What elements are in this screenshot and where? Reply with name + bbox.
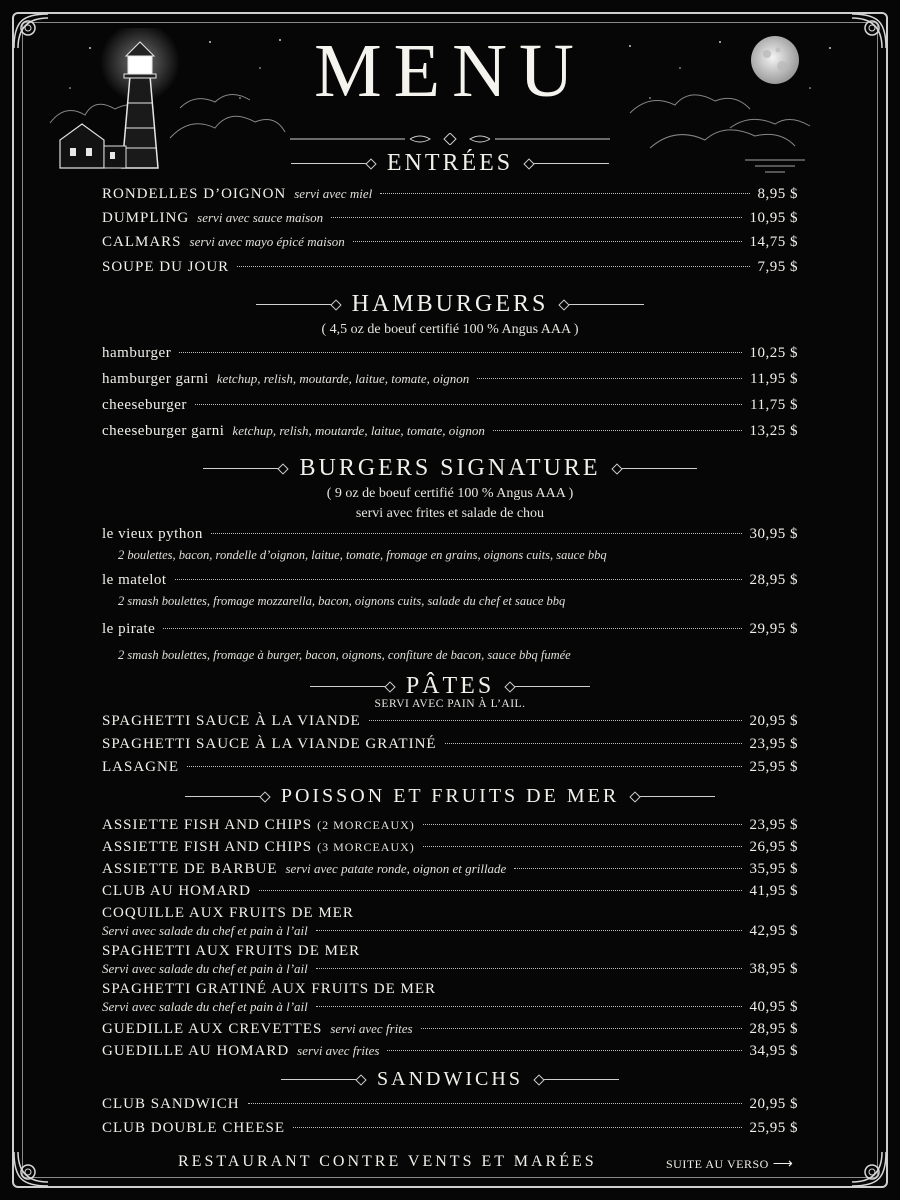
item-description: Servi avec salade du chef et pain à l’ail xyxy=(102,999,308,1014)
item-price: 7,95 $ xyxy=(757,259,798,275)
item-description: servi avec frites xyxy=(297,1043,380,1058)
dot-leader xyxy=(211,533,742,534)
item-name: CLUB DOUBLE CHEESE xyxy=(102,1120,285,1136)
menu-item xyxy=(102,621,798,641)
item-price: 11,75 $ xyxy=(750,397,798,413)
item-description: servi avec frites xyxy=(330,1021,413,1036)
item-name: COQUILLE AUX FRUITS DE MER xyxy=(102,905,354,921)
section-note: servi avec frites et salade de chou xyxy=(355,506,545,521)
item-price: 14,75 $ xyxy=(749,234,798,250)
menu-item xyxy=(102,1021,798,1041)
dot-leader xyxy=(387,1050,741,1051)
item-description: (3 MORCEAUX) xyxy=(317,840,415,854)
corner-flourish-icon xyxy=(8,1132,68,1192)
ornament-divider-icon xyxy=(290,130,610,142)
section-title: POISSON ET FRUITS DE MER xyxy=(280,785,620,807)
dot-leader xyxy=(175,579,742,580)
section-title: ENTRÉES xyxy=(386,150,514,176)
corner-flourish-icon xyxy=(832,1132,892,1192)
dot-leader xyxy=(380,193,749,194)
menu-item-detail-row xyxy=(102,999,798,1019)
item-name: GUEDILLE AUX CREVETTES xyxy=(102,1021,323,1037)
dot-leader xyxy=(293,1127,742,1128)
item-price: 41,95 $ xyxy=(749,883,798,899)
dot-leader xyxy=(369,720,742,721)
dot-leader xyxy=(353,241,742,242)
item-name: CLUB AU HOMARD xyxy=(102,883,252,899)
item-price: 38,95 $ xyxy=(749,961,798,977)
item-description: ketchup, relish, moutarde, laitue, tomate, oignon xyxy=(232,423,485,438)
menu-item xyxy=(102,234,798,254)
section-heading-pates xyxy=(0,673,900,700)
menu-item xyxy=(102,943,798,963)
item-name: RONDELLES D’OIGNON xyxy=(102,186,287,202)
dot-leader xyxy=(493,430,742,431)
menu-item xyxy=(102,839,798,859)
item-price: 23,95 $ xyxy=(749,736,798,752)
item-price: 20,95 $ xyxy=(749,713,798,729)
menu-item xyxy=(102,759,798,779)
item-name: SOUPE DU JOUR xyxy=(102,259,230,275)
section-heading-signature xyxy=(0,455,900,482)
item-detail: 2 smash boulettes, fromage à burger, bacon, oignons, confiture de bacon, sauce bbq fumée xyxy=(118,648,571,662)
menu-item xyxy=(102,817,798,837)
item-description: Servi avec salade du chef et pain à l’ail xyxy=(102,923,308,938)
item-description: servi avec miel xyxy=(294,186,373,201)
section-heading-poisson xyxy=(0,785,900,808)
item-name: ASSIETTE FISH AND CHIPS xyxy=(102,817,313,833)
menu-item xyxy=(102,1043,798,1063)
item-price: 10,95 $ xyxy=(749,210,798,226)
item-price: 26,95 $ xyxy=(749,839,798,855)
item-price: 20,95 $ xyxy=(749,1096,798,1112)
menu-item xyxy=(102,526,798,546)
dot-leader xyxy=(179,352,741,353)
menu-item xyxy=(102,736,798,756)
dot-leader xyxy=(423,824,742,825)
item-name: SPAGHETTI SAUCE À LA VIANDE GRATINÉ xyxy=(102,736,437,752)
item-name: le pirate xyxy=(102,621,156,637)
item-name: GUEDILLE AU HOMARD xyxy=(102,1043,290,1059)
item-description: servi avec sauce maison xyxy=(197,210,324,225)
item-description: servi avec mayo épicé maison xyxy=(189,234,345,249)
item-price: 35,95 $ xyxy=(749,861,798,877)
page-title: MENU xyxy=(314,29,586,113)
dot-leader xyxy=(316,930,742,931)
item-name: CALMARS xyxy=(102,234,182,250)
item-price: 23,95 $ xyxy=(749,817,798,833)
section-note: SERVI AVEC PAIN À L’AIL. xyxy=(374,698,526,710)
item-name: cheeseburger xyxy=(102,397,187,413)
item-description: servi avec patate ronde, oignon et grillade xyxy=(285,861,507,876)
item-description: ketchup, relish, moutarde, laitue, tomate, oignon xyxy=(216,371,470,386)
menu-item xyxy=(102,210,798,230)
menu-item xyxy=(102,1120,798,1140)
item-price: 29,95 $ xyxy=(749,621,798,637)
item-name: le matelot xyxy=(102,572,167,588)
item-price: 42,95 $ xyxy=(749,923,798,939)
item-price: 10,25 $ xyxy=(749,345,798,361)
menu-item xyxy=(102,371,798,391)
item-description: Servi avec salade du chef et pain à l’ail xyxy=(102,961,308,976)
menu-item xyxy=(102,259,798,279)
next-page-label: SUITE AU VERSO xyxy=(666,1157,769,1171)
item-name: ASSIETTE DE BARBUE xyxy=(102,861,278,877)
section-title: BURGERS SIGNATURE xyxy=(299,455,601,481)
item-name: hamburger garni xyxy=(102,371,209,387)
item-name: SPAGHETTI SAUCE À LA VIANDE xyxy=(102,713,361,729)
item-price: 30,95 $ xyxy=(749,526,798,542)
item-price: 11,95 $ xyxy=(750,371,798,387)
section-title: HAMBURGERS xyxy=(351,291,549,317)
item-name: LASAGNE xyxy=(102,759,179,775)
item-price: 28,95 $ xyxy=(749,1021,798,1037)
item-name: SPAGHETTI GRATINÉ AUX FRUITS DE MER xyxy=(102,981,437,997)
menu-item xyxy=(102,905,798,925)
menu-item-detail-row xyxy=(102,923,798,943)
dot-leader xyxy=(421,1028,742,1029)
dot-leader xyxy=(237,266,749,267)
menu-item xyxy=(102,345,798,365)
dot-leader xyxy=(248,1103,742,1104)
item-price: 28,95 $ xyxy=(749,572,798,588)
section-note: ( 9 oz de boeuf certifié 100 % Angus AAA ) xyxy=(326,486,574,501)
item-name: hamburger xyxy=(102,345,172,361)
menu-item xyxy=(102,861,798,881)
dot-leader xyxy=(187,766,742,767)
dot-leader xyxy=(195,404,742,405)
arrow-right-icon: ⟶ xyxy=(772,1157,794,1172)
dot-leader xyxy=(477,378,742,379)
section-note: ( 4,5 oz de boeuf certifié 100 % Angus AAA ) xyxy=(321,322,579,337)
item-detail: 2 smash boulettes, fromage mozzarella, bacon, oignons cuits, salade du chef et sauce bbq xyxy=(118,594,566,608)
item-name: cheeseburger garni xyxy=(102,423,225,439)
section-heading-sandwichs xyxy=(0,1068,900,1091)
dot-leader xyxy=(316,1006,742,1007)
item-price: 8,95 $ xyxy=(757,186,798,202)
item-price: 40,95 $ xyxy=(749,999,798,1015)
item-price: 34,95 $ xyxy=(749,1043,798,1059)
item-name: le vieux python xyxy=(102,526,203,542)
item-description: (2 MORCEAUX) xyxy=(317,818,415,832)
menu-item xyxy=(102,423,798,443)
section-heading-hamburgers xyxy=(0,291,900,318)
item-price: 13,25 $ xyxy=(749,423,798,439)
dot-leader xyxy=(316,968,742,969)
section-heading-entrees xyxy=(0,150,900,177)
dot-leader xyxy=(331,217,741,218)
item-name: SPAGHETTI AUX FRUITS DE MER xyxy=(102,943,361,959)
menu-item xyxy=(102,713,798,733)
menu-item-detail-row xyxy=(102,961,798,981)
dot-leader xyxy=(514,868,741,869)
item-name: ASSIETTE FISH AND CHIPS xyxy=(102,839,313,855)
menu-item xyxy=(102,397,798,417)
section-title: SANDWICHS xyxy=(377,1068,523,1090)
section-title: PÂTES xyxy=(405,673,495,699)
dot-leader xyxy=(423,846,742,847)
next-page-link[interactable] xyxy=(666,1156,793,1173)
dot-leader xyxy=(259,890,741,891)
item-price: 25,95 $ xyxy=(749,759,798,775)
menu-item xyxy=(102,883,798,903)
menu-item xyxy=(102,981,798,1001)
menu-item xyxy=(102,572,798,592)
restaurant-name: RESTAURANT CONTRE VENTS ET MARÉES xyxy=(178,1153,597,1170)
item-price: 25,95 $ xyxy=(749,1120,798,1136)
item-detail: 2 boulettes, bacon, rondelle d’oignon, laitue, tomate, fromage en grains, oignons cuits, sauce bbq xyxy=(118,548,607,562)
menu-item xyxy=(102,1096,798,1116)
item-name: CLUB SANDWICH xyxy=(102,1096,240,1112)
dot-leader xyxy=(445,743,742,744)
menu-item xyxy=(102,186,798,206)
item-name: DUMPLING xyxy=(102,210,190,226)
dot-leader xyxy=(163,628,741,629)
